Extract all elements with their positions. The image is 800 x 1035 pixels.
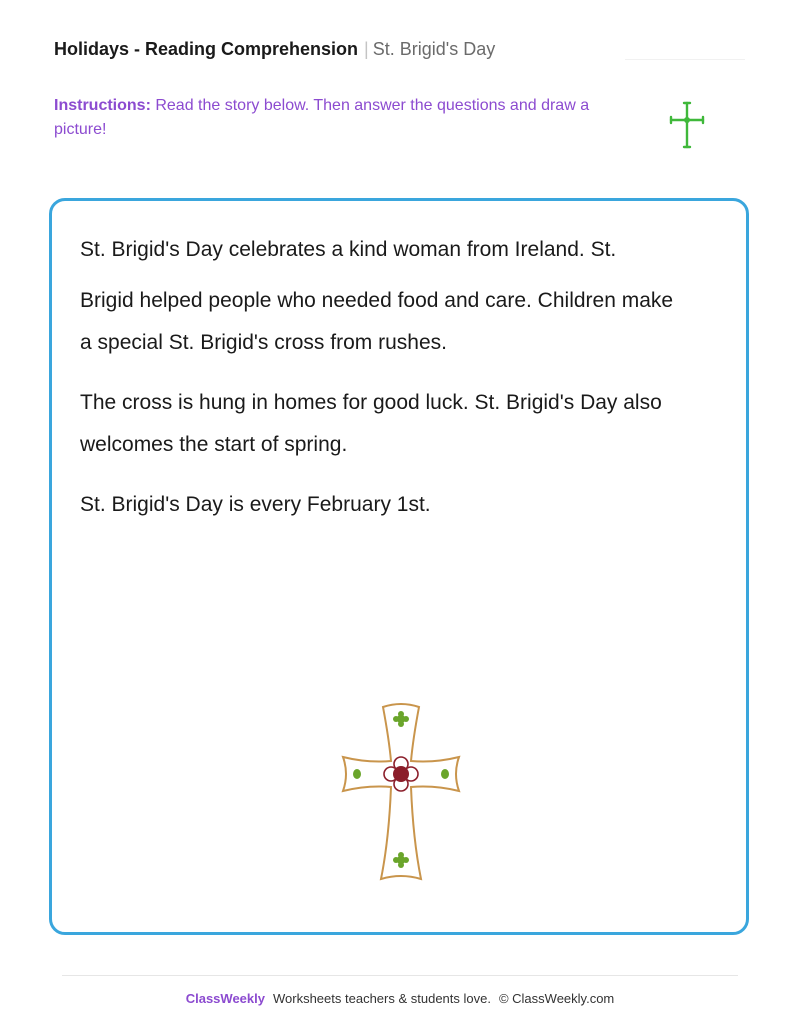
story-paragraph: The cross is hung in homes for good luck. St. Brigid's Day also welcomes the start of spring. xyxy=(80,391,662,456)
footer-brand: ClassWeekly xyxy=(185,991,265,1006)
worksheet-subtitle: St. Brigid's Day xyxy=(372,39,496,59)
instructions-text: Read the story below. Then answer the questions and draw a picture! xyxy=(54,97,590,138)
story-paragraph: St. Brigid's Day celebrates a kind woman from Ireland. St. xyxy=(80,238,617,261)
page-header xyxy=(54,38,495,60)
footer-tagline: Worksheets teachers & students love. xyxy=(272,991,491,1006)
instructions xyxy=(54,94,614,142)
footer-divider xyxy=(62,975,738,976)
title-separator: | xyxy=(364,39,369,59)
green-cross-icon xyxy=(668,100,706,150)
story-paragraph: St. Brigid's Day is every February 1st. xyxy=(80,493,431,516)
story-box xyxy=(49,198,749,935)
story-paragraph: Brigid helped people who needed food and care. Children make a special St. Brigid's cross from rushes. xyxy=(80,289,674,354)
footer-copyright: © ClassWeekly.com xyxy=(498,991,615,1006)
celtic-cross-illustration xyxy=(341,699,461,885)
story-text xyxy=(80,238,680,526)
worksheet-title: Holidays - Reading Comprehension xyxy=(54,39,359,59)
instructions-label: Instructions: xyxy=(54,97,151,114)
header-divider xyxy=(625,59,745,60)
footer xyxy=(0,991,800,1007)
